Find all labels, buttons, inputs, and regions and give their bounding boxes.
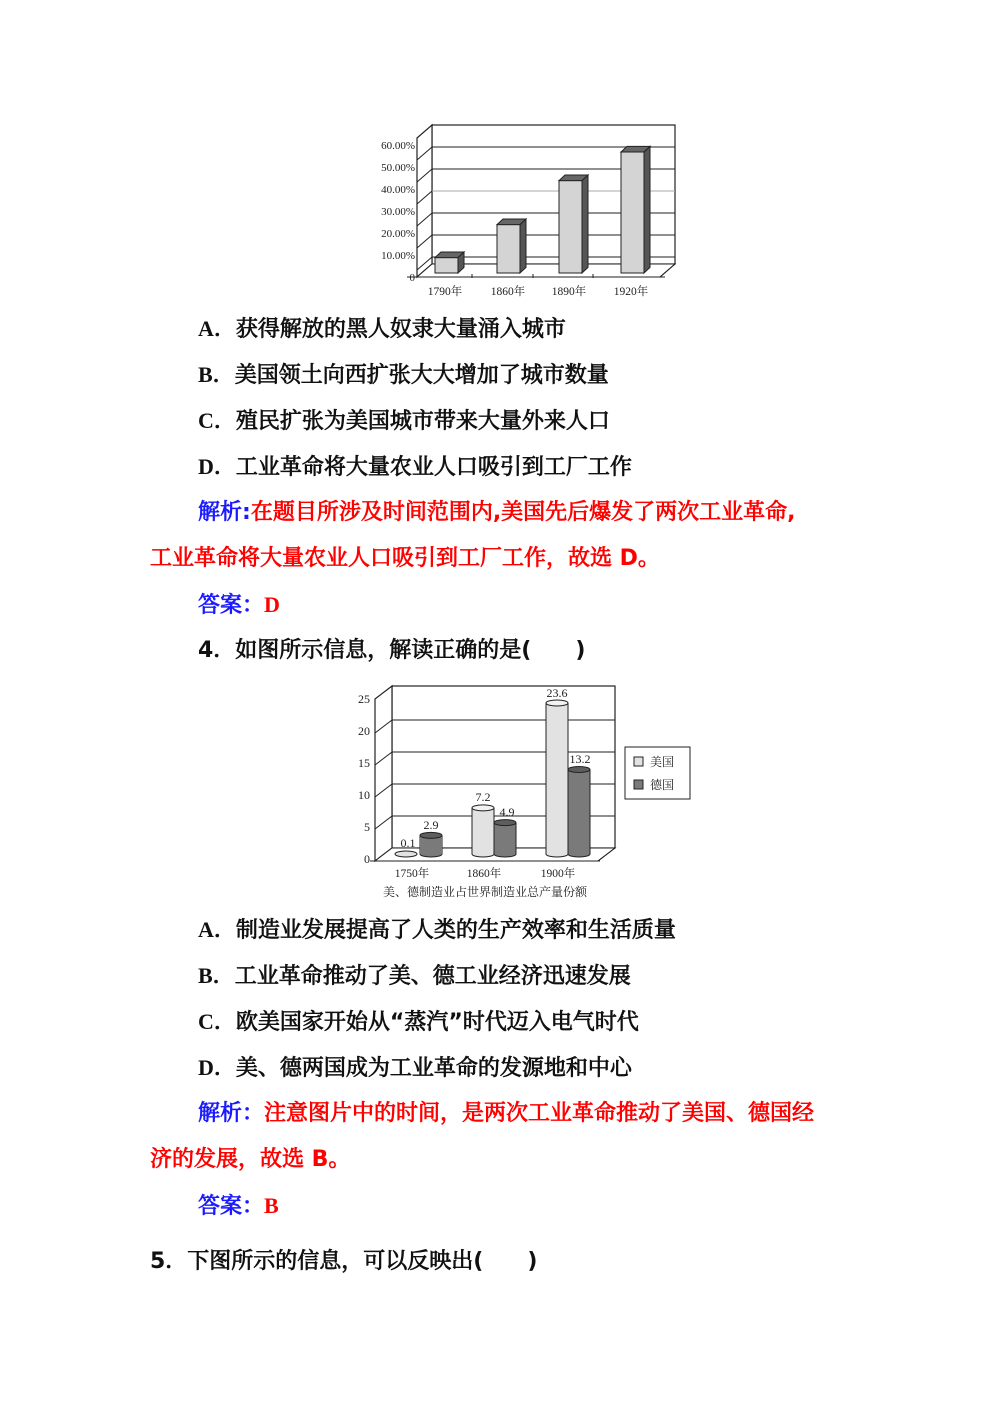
analysis-text: 注意图片中的时间，是两次工业革命推动了美国、德国经 <box>264 1101 815 1126</box>
bar-1860 <box>497 219 526 273</box>
analysis-text: 在题目所涉及时间范围内,美国先后爆发了两次工业革命, <box>250 500 796 525</box>
data-label-1860-de: 4.9 <box>499 805 515 819</box>
option-text: 美、德两国成为工业革命的发源地和中心 <box>235 1056 632 1081</box>
q4-answer <box>198 1191 279 1222</box>
urbanization-bar-chart <box>355 118 695 303</box>
q3-option-c <box>198 406 610 437</box>
chart-caption: 美、德制造业占世界制造业总产量份额 <box>382 885 588 899</box>
option-letter: A． <box>198 917 236 942</box>
option-text: 获得解放的黑人奴隶大量涌入城市 <box>235 317 566 342</box>
analysis-label: 解析: <box>198 500 251 525</box>
q3-option-d <box>198 452 632 483</box>
x-label-1900: 1900年 <box>540 868 576 880</box>
option-letter: D． <box>198 454 236 479</box>
cylinder-1750-us <box>395 851 417 857</box>
legend-label-de: 德国 <box>650 778 675 792</box>
q4-option-b <box>198 961 631 992</box>
option-letter: D． <box>198 1055 236 1080</box>
y-tick-40: 40.00% <box>381 184 415 196</box>
y-tick-20: 20.00% <box>381 228 415 240</box>
y-tick-30: 30.00% <box>381 206 415 218</box>
y-tick-50: 50.00% <box>381 162 415 174</box>
q5-stem: 5．下图所示的信息，可以反映出( ) <box>150 1249 538 1274</box>
q3-option-b <box>198 360 609 391</box>
data-label-1900-de: 13.2 <box>569 752 591 766</box>
bar-1790 <box>435 252 464 273</box>
q4-option-a <box>198 915 676 946</box>
option-letter: C． <box>198 408 236 433</box>
q4-option-c <box>198 1007 639 1038</box>
option-letter: A． <box>198 316 236 341</box>
y-tick-10: 10.00% <box>381 250 415 262</box>
x-label-1790: 1790年 <box>427 286 463 298</box>
answer-label: 答案： <box>198 1194 265 1219</box>
data-label-1750-us: 0.1 <box>400 836 416 850</box>
y-tick-5: 5 <box>364 820 370 834</box>
option-letter: B． <box>198 362 235 387</box>
y-tick-0: 0 <box>364 852 370 866</box>
q4-stem: 4．如图所示信息，解读正确的是( ) <box>198 638 586 663</box>
option-text: 殖民扩张为美国城市带来大量外来人口 <box>235 409 610 434</box>
y-tick-0: 0 <box>409 272 415 284</box>
legend-swatch-de <box>634 780 643 789</box>
y-tick-15: 15 <box>358 756 370 770</box>
x-label-1890: 1890年 <box>551 286 587 298</box>
answer-label: 答案： <box>198 593 265 618</box>
analysis-label: 解析： <box>198 1101 265 1126</box>
q4-analysis-line2: 济的发展，故选 B。 <box>150 1147 351 1172</box>
x-label-1860: 1860年 <box>490 286 526 298</box>
option-text: 制造业发展提高了人类的生产效率和生活质量 <box>235 918 676 943</box>
legend-label-us: 美国 <box>650 755 675 769</box>
q4-option-d <box>198 1053 632 1084</box>
option-letter: C． <box>198 1009 236 1034</box>
bar-1890 <box>559 175 588 273</box>
cylinder-1900-de <box>568 767 590 858</box>
data-label-1900-us: 23.6 <box>546 686 568 700</box>
q3-option-a <box>198 314 566 345</box>
data-label-1860-us: 7.2 <box>475 790 491 804</box>
q3-analysis-line1 <box>198 498 796 528</box>
bar-1920 <box>621 146 650 273</box>
answer-value: B <box>264 1193 279 1218</box>
option-text: 美国领土向西扩张大大增加了城市数量 <box>234 363 609 388</box>
legend-swatch-us <box>634 757 643 766</box>
cylinder-1900-us <box>546 700 568 857</box>
y-tick-20: 20 <box>358 724 370 738</box>
q4-analysis-line1 <box>198 1099 814 1129</box>
option-text: 工业革命将大量农业人口吸引到工厂工作 <box>235 455 632 480</box>
y-tick-10: 10 <box>358 788 370 802</box>
y-tick-25: 25 <box>358 692 370 706</box>
x-label-1860: 1860年 <box>466 868 502 880</box>
chart-legend <box>625 747 690 799</box>
option-text: 欧美国家开始从“蒸汽”时代迈入电气时代 <box>235 1010 639 1035</box>
x-label-1920: 1920年 <box>613 286 649 298</box>
answer-value: D <box>264 592 280 617</box>
manufacturing-share-chart <box>350 682 700 904</box>
cylinder-1750-de <box>420 832 442 857</box>
y-tick-60: 60.00% <box>381 140 415 152</box>
cylinder-1860-us <box>472 805 494 857</box>
option-text: 工业革命推动了美、德工业经济迅速发展 <box>234 964 631 989</box>
x-label-1750: 1750年 <box>394 868 430 880</box>
q3-analysis-line2: 工业革命将大量农业人口吸引到工厂工作，故选 D。 <box>150 546 660 571</box>
data-label-1750-de: 2.9 <box>423 818 439 832</box>
cylinder-1860-de <box>494 820 516 857</box>
q3-answer <box>198 590 280 621</box>
option-letter: B． <box>198 963 235 988</box>
